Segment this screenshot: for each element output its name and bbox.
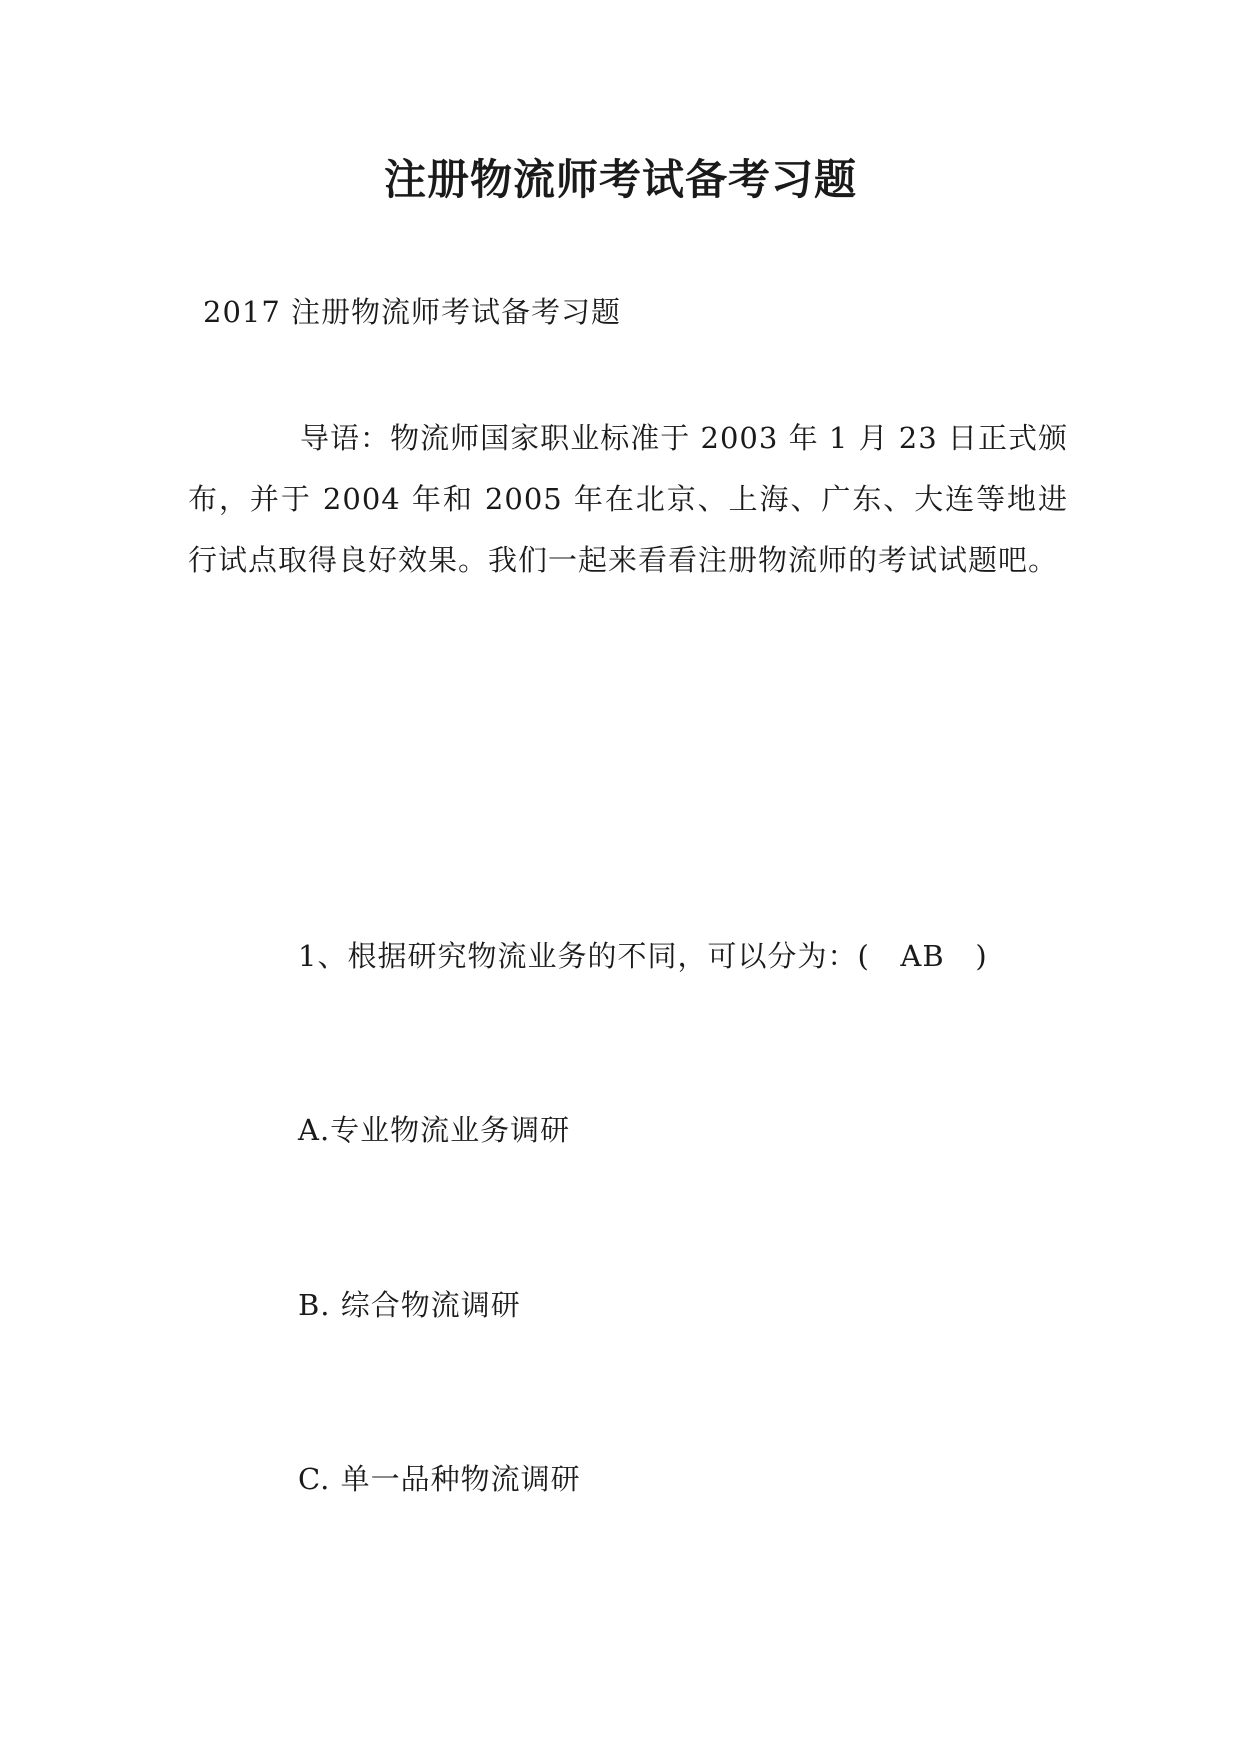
question-1: 1、根据研究物流业务的不同，可以分为：( AB ) [298, 939, 988, 973]
question-1-option-b: B. 综合物流调研 [298, 1288, 521, 1322]
question-1-option-c: C. 单一品种物流调研 [298, 1462, 581, 1496]
intro-paragraph: 导语：物流师国家职业标准于 2003 年 1 月 23 日正式颁布，并于 2004 年和 2005 年在北京、上海、广东、大连等地进行试点取得良好效果。我们一起来看看注册物流师的考试试题吧。 [188, 421, 1068, 577]
question-1-option-a: A.专业物流业务调研 [298, 1113, 571, 1147]
document-subtitle: 2017 注册物流师考试备考习题 [203, 295, 622, 329]
page-title: 注册物流师考试备考习题 [383, 155, 857, 204]
